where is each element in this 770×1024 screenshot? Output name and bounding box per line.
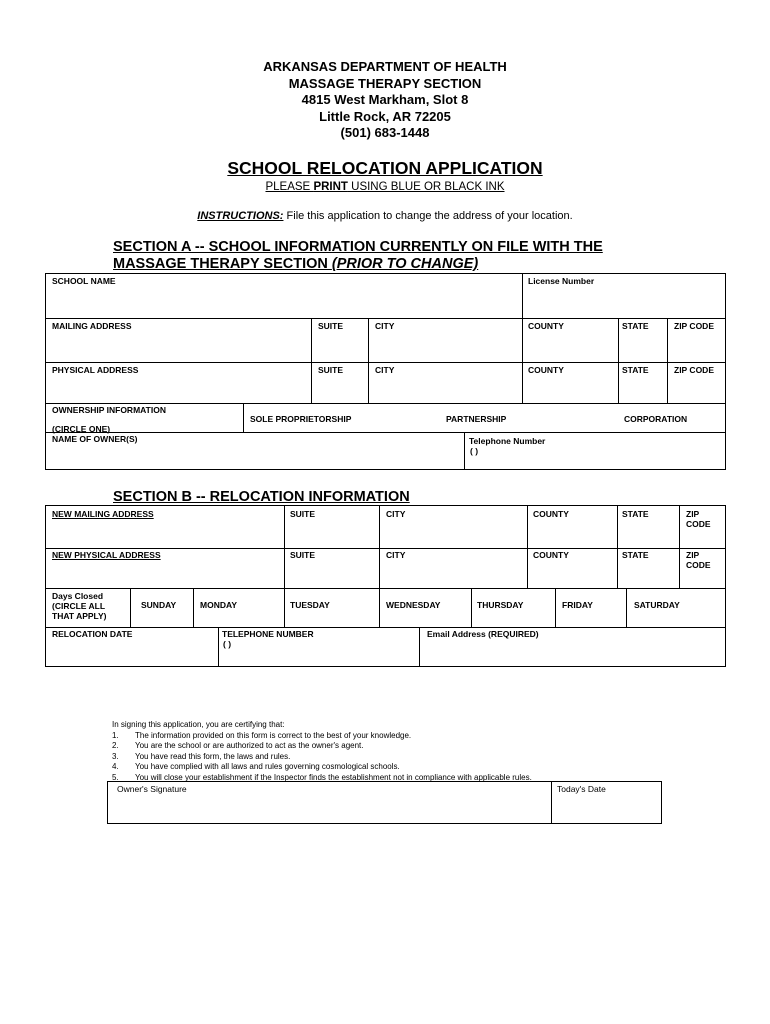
mailing-zip-field[interactable]: ZIP CODE <box>674 321 714 331</box>
subtitle-bold: PRINT <box>313 181 348 193</box>
new-mailing-address-field[interactable]: NEW MAILING ADDRESS <box>52 509 154 519</box>
header-line-5: (501) 683-1448 <box>340 125 430 140</box>
item-text: You are the school or are authorized to act as the owner's agent. <box>135 741 364 751</box>
day-sunday[interactable]: SUNDAY <box>141 600 177 610</box>
new-mailing-county-field[interactable]: COUNTY <box>533 509 569 519</box>
item-text: You have read this form, the laws and rules. <box>135 751 291 761</box>
email-field[interactable]: Email Address (REQUIRED) <box>427 629 539 639</box>
section-a-heading <box>113 239 603 273</box>
physical-zip-field[interactable]: ZIP CODE <box>674 365 714 375</box>
telephone-parens: ( ) <box>470 446 479 456</box>
owner-names-field[interactable]: NAME OF OWNER(S) <box>52 434 138 444</box>
day-thursday[interactable]: THURSDAY <box>477 600 524 610</box>
day-friday[interactable]: FRIDAY <box>562 600 593 610</box>
day-monday[interactable]: MONDAY <box>200 600 237 610</box>
owner-signature-field[interactable]: Owner's Signature <box>117 784 187 794</box>
new-physical-county-field[interactable]: COUNTY <box>533 550 569 560</box>
item-number: 4. <box>112 762 119 772</box>
item-text: The information provided on this form is correct to the best of your knowledge. <box>135 730 412 740</box>
item-text: You will close your establishment if the Inspector finds the establishment not in compliance with applicable rules. <box>135 772 532 782</box>
header-line-4: Little Rock, AR 72205 <box>319 108 451 124</box>
mailing-city-field[interactable]: CITY <box>375 321 395 331</box>
instructions-text: File this application to change the address of your location. <box>283 210 573 222</box>
section-a-heading-line-2 <box>113 256 603 273</box>
item-number: 1. <box>112 730 119 740</box>
partnership-option[interactable]: PARTNERSHIP <box>446 414 507 424</box>
new-physical-suite-field[interactable]: SUITE <box>290 550 316 560</box>
days-closed-label: Days Closed (CIRCLE ALL THAT APPLY) <box>52 591 107 621</box>
mailing-suite-field[interactable]: SUITE <box>318 321 344 331</box>
new-telephone-parens: ( ) <box>223 639 232 649</box>
certification-item <box>112 752 532 763</box>
mailing-county-field[interactable]: COUNTY <box>528 321 564 331</box>
license-number-field[interactable]: License Number <box>528 276 595 286</box>
new-physical-zip-field[interactable]: ZIP CODE <box>686 550 711 570</box>
physical-suite-field[interactable]: SUITE <box>318 365 344 375</box>
new-telephone-field[interactable]: TELEPHONE NUMBER <box>222 629 314 639</box>
signature-table <box>107 781 662 824</box>
header-line-3: 4815 West Markham, Slot 8 <box>301 92 469 107</box>
instructions-label: INSTRUCTIONS: <box>197 210 284 222</box>
header-line-1: ARKANSAS DEPARTMENT OF HEALTH <box>263 59 507 74</box>
section-a-heading-line-1: SECTION A -- SCHOOL INFORMATION CURRENTLY ON FILE WITH THE <box>113 239 603 255</box>
todays-date-field[interactable]: Today's Date <box>557 784 606 794</box>
new-physical-address-field[interactable]: NEW PHYSICAL ADDRESS <box>52 550 161 560</box>
new-mailing-state-field[interactable]: STATE <box>622 509 649 519</box>
item-number: 3. <box>112 751 119 761</box>
section-a-table <box>45 273 726 470</box>
agency-header <box>0 59 770 142</box>
item-text: You have complied with all laws and rules governing cosmological schools. <box>135 762 400 772</box>
section-b-table <box>45 505 726 667</box>
item-number: 5. <box>112 772 119 782</box>
physical-address-field[interactable]: PHYSICAL ADDRESS <box>52 365 139 375</box>
mailing-state-field[interactable]: STATE <box>622 321 649 331</box>
day-saturday[interactable]: SATURDAY <box>634 600 680 610</box>
item-number: 2. <box>112 741 119 751</box>
physical-state-field[interactable]: STATE <box>622 365 649 375</box>
sole-proprietorship-option[interactable]: SOLE PROPRIETORSHIP <box>250 414 352 424</box>
telephone-field[interactable]: Telephone Number <box>469 436 546 446</box>
certification-block <box>112 720 532 784</box>
school-name-field[interactable]: SCHOOL NAME <box>52 276 116 286</box>
certification-item <box>112 731 532 742</box>
header-line-2: MASSAGE THERAPY SECTION <box>288 75 482 91</box>
section-b-heading: SECTION B -- RELOCATION INFORMATION <box>113 489 410 505</box>
new-physical-city-field[interactable]: CITY <box>386 550 406 560</box>
certification-intro: In signing this application, you are certifying that: <box>112 720 285 729</box>
new-mailing-city-field[interactable]: CITY <box>386 509 406 519</box>
ownership-label: OWNERSHIP INFORMATION <box>52 405 166 415</box>
corporation-option[interactable]: CORPORATION <box>624 414 688 424</box>
day-wednesday[interactable]: WEDNESDAY <box>386 600 441 610</box>
mailing-address-field[interactable]: MAILING ADDRESS <box>52 321 132 331</box>
physical-city-field[interactable]: CITY <box>375 365 395 375</box>
day-tuesday[interactable]: TUESDAY <box>290 600 330 610</box>
form-subtitle <box>0 181 770 193</box>
certification-item <box>112 741 532 752</box>
certification-item <box>112 762 532 773</box>
form-title: SCHOOL RELOCATION APPLICATION <box>227 158 543 178</box>
physical-county-field[interactable]: COUNTY <box>528 365 564 375</box>
section-a-heading-text: MASSAGE THERAPY SECTION <box>113 256 332 272</box>
relocation-date-field[interactable]: RELOCATION DATE <box>52 629 133 639</box>
new-mailing-suite-field[interactable]: SUITE <box>290 509 316 519</box>
subtitle-post: USING BLUE OR BLACK INK <box>347 181 505 193</box>
new-mailing-zip-field[interactable]: ZIP CODE <box>686 509 711 529</box>
subtitle-pre: PLEASE <box>265 181 314 193</box>
circle-one-label: (CIRCLE ONE) <box>52 424 111 434</box>
new-physical-state-field[interactable]: STATE <box>622 550 649 560</box>
instructions <box>0 210 770 222</box>
section-a-heading-italic: (PRIOR TO CHANGE) <box>331 256 479 272</box>
